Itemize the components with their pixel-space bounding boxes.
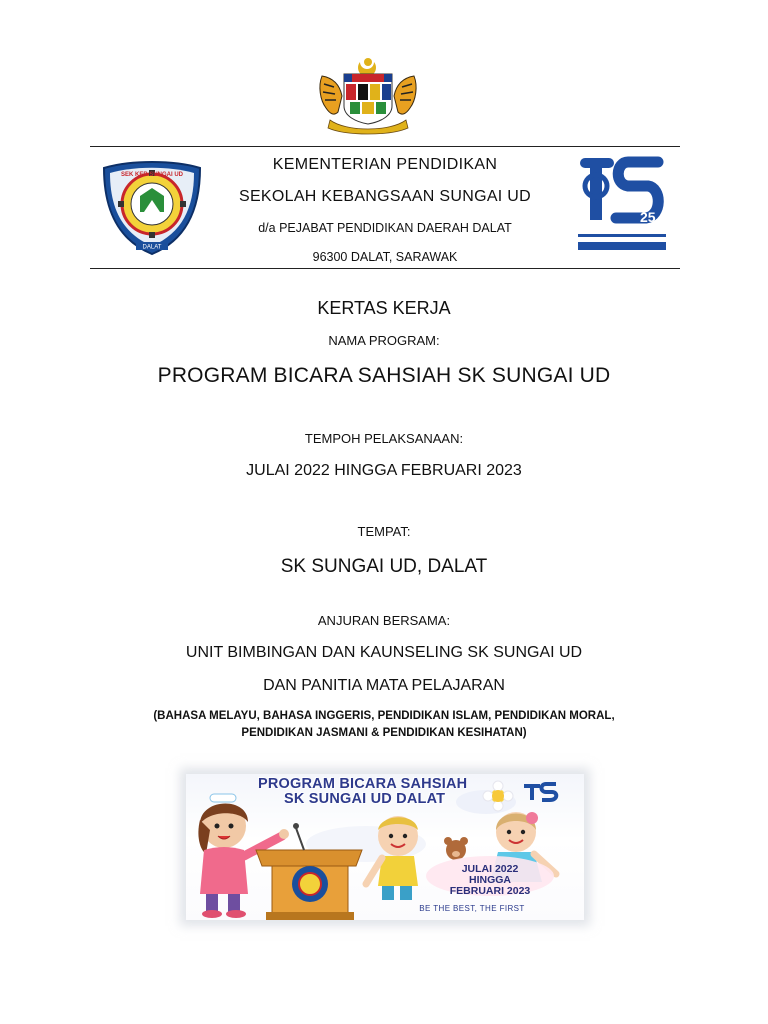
header-rule-bottom xyxy=(90,268,680,269)
ts-logo-number: 25 xyxy=(640,209,656,225)
school-logo-text: SEK KEB SUNGAI UD xyxy=(120,172,184,178)
banner-date-line-3: FEBRUARI 2023 xyxy=(449,885,531,897)
organizer-line-1: UNIT BIMBINGAN DAN KAUNSELING SK SUNGAI UD xyxy=(185,644,583,661)
document-title: KERTAS KERJA xyxy=(317,298,451,318)
district-office: d/a PEJABAT PENDIDIKAN DAERAH DALAT xyxy=(258,221,512,235)
ministry-name: KEMENTERIAN PENDIDIKAN xyxy=(272,156,498,173)
banner-title-line-1: PROGRAM BICARA SAHSIAH xyxy=(258,776,468,792)
malaysia-coat-of-arms-icon xyxy=(316,56,420,136)
organizer-label: ANJURAN BERSAMA: xyxy=(317,613,451,628)
banner-date-line-1: JULAI 2022 xyxy=(461,863,519,875)
period-value: JULAI 2022 HINGGA FEBRUARI 2023 xyxy=(246,462,522,479)
period-label: TEMPOH PELAKSANAAN: xyxy=(304,431,464,446)
school-name: SEKOLAH KEBANGSAAN SUNGAI UD xyxy=(238,188,532,205)
program-label: NAMA PROGRAM: xyxy=(328,333,440,348)
program-name: PROGRAM BICARA SAHSIAH SK SUNGAI UD xyxy=(157,364,611,387)
venue-value: SK SUNGAI UD, DALAT xyxy=(280,556,488,577)
subjects-line-1: (BAHASA MELAYU, BAHASA INGGERIS, PENDIDIKAN ISLAM, PENDIDIKAN MORAL, xyxy=(153,710,615,722)
banner-date-line-2: HINGGA xyxy=(469,874,511,886)
school-address: 96300 DALAT, SARAWAK xyxy=(312,250,458,264)
banner-motto: BE THE BEST, THE FIRST xyxy=(419,904,525,913)
venue-label: TEMPAT: xyxy=(357,524,411,539)
school-logo-place: DALAT xyxy=(142,244,162,251)
banner-title-line-2: SK SUNGAI UD DALAT xyxy=(284,791,446,807)
subjects-line-2: PENDIDIKAN JASMANI & PENDIDIKAN KESIHATAN) xyxy=(241,727,527,739)
program-banner-image xyxy=(186,774,584,920)
school-crest-icon xyxy=(100,160,204,256)
organizer-line-2: DAN PANITIA MATA PELAJARAN xyxy=(263,677,505,694)
ts25-logo-icon xyxy=(576,154,668,254)
header-rule-top xyxy=(90,146,680,147)
